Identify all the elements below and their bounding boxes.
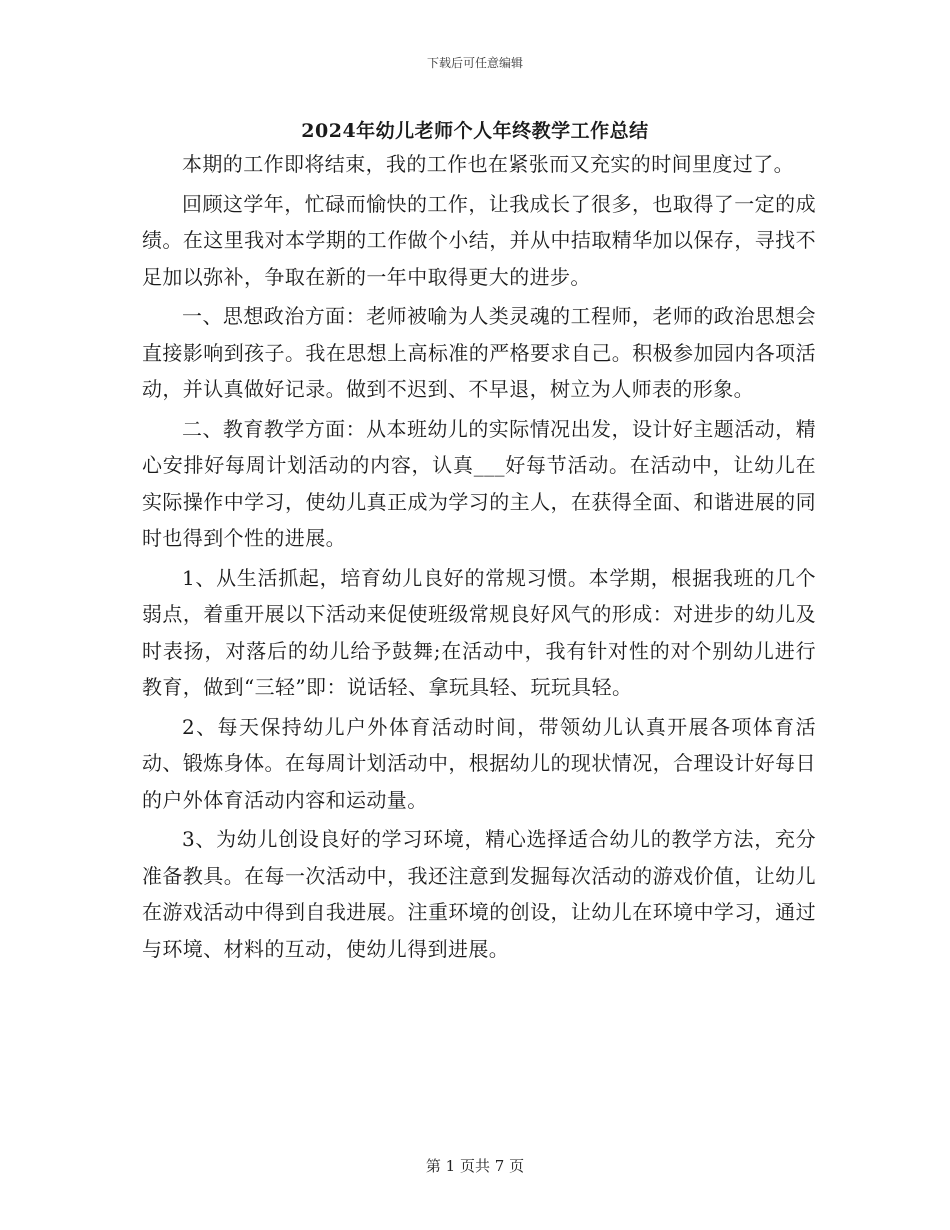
page-number-footer: 第 1 页共 7 页 <box>425 1157 525 1175</box>
paragraph-ideology: 一、思想政治方面：老师被喻为人类灵魂的工程师，老师的政治思想会直接影响到孩子。我在思想上高标准的严格要求自己。积极参加园内各项活动，并认真做好记录。做到不迟到、不早退，树立为人师表的形象。 <box>142 304 816 401</box>
document-body <box>142 146 816 970</box>
paragraph-item-1: 1、从生活抓起，培育幼儿良好的常规习惯。本学期，根据我班的几个弱点，着重开展以下活动来促使班级常规良好风气的形成：对进步的幼儿及时表扬，对落后的幼儿给予鼓舞;在活动中，我有针对性的对个别幼儿进行教育，做到“三轻”即：说话轻、拿玩具轻、玩玩具轻。 <box>142 565 816 699</box>
paragraph-review: 回顾这学年，忙碌而愉快的工作，让我成长了很多，也取得了一定的成绩。在这里我对本学期的工作做个小结，并从中拮取精华加以保存，寻找不足加以弥补，争取在新的一年中取得更大的进步。 <box>142 191 816 289</box>
paragraph-intro: 本期的工作即将结束，我的工作也在紧张而又充实的时间里度过了。 <box>182 152 794 176</box>
paragraph-item-2: 2、每天保持幼儿户外体育活动时间，带领幼儿认真开展各项体育活动、锻炼身体。在每周计划活动中，根据幼儿的现状情况，合理设计好每日的户外体育活动内容和运动量。 <box>142 714 816 812</box>
paragraph-item-3: 3、为幼儿创设良好的学习环境，精心选择适合幼儿的教学方法，充分准备教具。在每一次活动中，我还注意到发掘每次活动的游戏价值，让幼儿在游戏活动中得到自我进展。注重环境的创设，让幼儿在环境中学习，通过与环境、材料的互动，使幼儿得到进展。 <box>142 827 816 961</box>
document-title: 2024年幼儿老师个人年终教学工作总结 <box>301 120 649 142</box>
paragraph-teaching: 二、教育教学方面：从本班幼儿的实际情况出发，设计好主题活动，精心安排好每周计划活动的内容，认真___好每节活动。在活动中，让幼儿在实际操作中学习，使幼儿真正成为学习的主人，在获得全面、和谐进展的同时也得到个性的进展。 <box>142 416 816 550</box>
header-note: 下载后可任意编辑 <box>426 56 523 70</box>
